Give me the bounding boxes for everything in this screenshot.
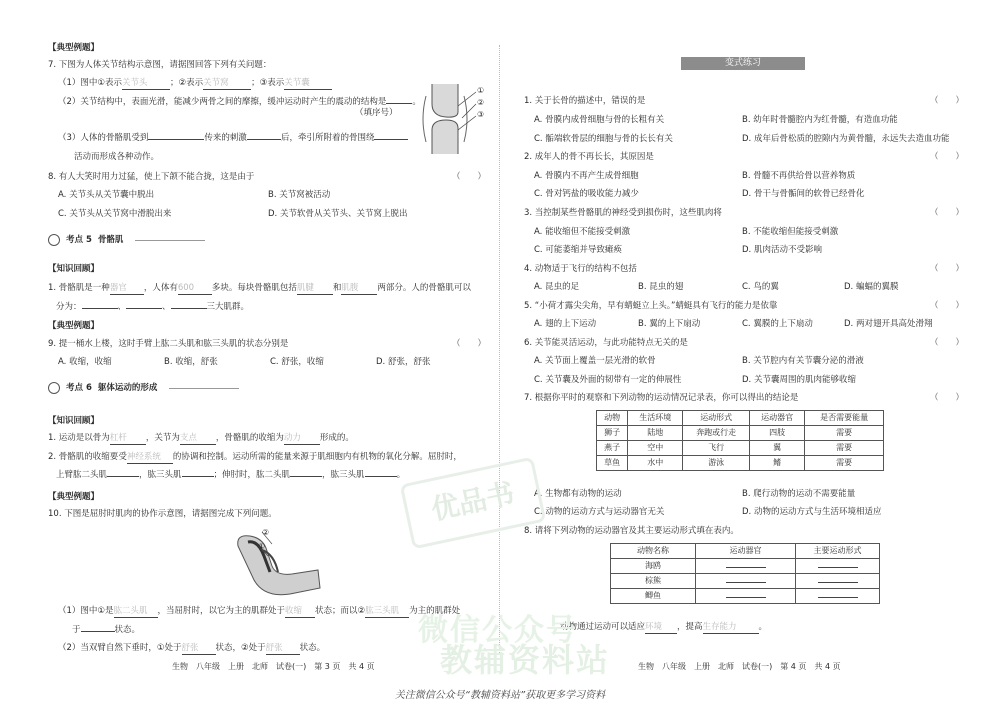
rq6-a: A. 关节面上覆盖一层光滑的软骨 [534,356,656,366]
rq7-b: B. 爬行动物的运动不需要能量 [742,489,856,499]
answer-blank-cell[interactable] [796,559,880,574]
table-cell: 棕熊 [611,574,696,589]
arm-fig-label-1: ① [258,542,266,551]
joint-diagram [418,84,498,154]
table-cell: 游泳 [683,456,750,471]
arm-fig-label-2: ② [262,528,270,537]
rq5-d: D. 两对翅开具高处滑翔 [844,319,933,329]
table-header-cell: 动物 [597,411,628,426]
rq3-b: B. 不能收缩但能接受刺激 [742,227,839,237]
q8-option-c: C. 关节头从关节窝中滑脱出来 [58,209,172,219]
review-1-line2: 分为： 、 、 三大肌群。 [56,302,250,312]
q7-tag: （填序号） [355,108,398,118]
rq4-c: C. 鸟的翼 [742,282,779,292]
answer-blank-cell[interactable] [696,559,796,574]
question-8: 8. 有人大笑时用力过猛，使上下颌不能合拢，这是由于 [48,172,255,182]
answer-blank-cell[interactable] [696,574,796,589]
rq6-b: B. 关节腔内有关节囊分泌的滑液 [742,356,864,366]
rq1-b: B. 幼年时骨髓腔内为红骨髓，有造血功能 [742,115,898,125]
answer-paren: （ ） [930,301,965,311]
rq5-b: B. 翼的上下扇动 [638,319,701,329]
rq6: 6. 关节能灵活运动，与此功能特点无关的是 [524,338,688,348]
q7-sub2: （2）关节结构中，表面光滑，能减少两骨之间的摩擦，缓冲运动时产生的震动的结构是 。 [58,97,421,107]
table-header-cell: 主要运动形式 [796,544,880,559]
rq2-c: C. 骨对钙盐的吸收能力减少 [534,189,639,199]
answer-paren: （ ） [930,208,965,218]
kaodian-6-header: 考点 6 躯体运动的形成 [48,382,239,394]
answer-blank-cell[interactable] [696,589,796,604]
rq7: 7. 根据你平时的观察和下列动物的运动情况记录表，你可以得出的结论是 [524,393,799,403]
rq4: 4. 动物适于飞行的结构不包括 [524,264,637,274]
table-row [597,456,884,471]
rq6-c: C. 关节囊及外面的韧带有一定的伸展性 [534,375,682,385]
q9-option-a: A. 收缩，收缩 [58,357,112,367]
rq2-b: B. 骨髓不再供给骨以营养物质 [742,171,856,181]
review-2-line1: 1. 运动是以骨为杠杆 ，关节为支点 ，骨骼肌的收缩为动力 形成的。 [48,433,354,443]
rq2-d: D. 骨干与骨骺间的软骨已经骨化 [742,189,865,199]
q8-option-d: D. 关节软骨从关节头、关节窝上脱出 [268,209,408,219]
table-cell: 需要 [805,456,884,471]
table-cell: 空中 [628,441,683,456]
table-row [611,559,880,574]
rq5-c: C. 翼膜的上下扇动 [742,319,813,329]
animal-organ-table [610,543,880,604]
table-cell: 鳍 [750,456,805,471]
watermark-stamp: 优品书 [400,457,547,550]
q8-option-b: B. 关节窝被活动 [268,190,331,200]
q7-sub1: （1）图中①表示关节头 ；②表示关节窝 ；③表示关节囊 [58,78,332,90]
table-cell: 需要 [805,441,884,456]
q10-sub1-cont: 于 状态。 [72,625,141,635]
q10-sub2: （2）当双臂自然下垂时，①处于舒张 状态，②处于舒张 状态。 [58,643,326,653]
review-1-line1: 1. 骨骼肌是一种器官 ，人体有600 多块。每块骨骼肌包括肌腱 和肌腹 两部分。人的骨骼肌可以 [48,283,471,293]
table-row [597,441,884,456]
variant-practice-banner: 变式练习 [681,57,805,70]
rq5-a: A. 翅的上下运动 [534,319,597,329]
q7-sub3-cont: 活动而形成各种动作。 [74,152,160,162]
answer-paren: （ ） [452,172,487,182]
rq1: 1. 关于长骨的描述中，错误的是 [524,96,646,106]
fig-label-2: ② [477,98,485,107]
question-9: 9. 提一桶水上楼，这时手臂上肱二头肌和肱三头肌的状态分别是 [48,339,289,349]
section-review: 【知识回顾】 [48,264,100,274]
rq6-d: D. 关节囊周围的肌肉能够收缩 [742,375,856,385]
review-2-line3: 上臂肱二头肌 ，肱三头肌 ；伸肘时，肱二头肌 ，肱三头肌 。 [56,470,406,480]
q8-option-a: A. 关节头从关节囊中脱出 [58,190,155,200]
table-cell: 飞行 [683,441,750,456]
rq7-a: A. 生物都有动物的运动 [534,489,622,499]
watermark-text: 教辅资料站 [440,641,611,679]
answer-paren: （ ） [930,96,965,106]
table-cell: 陆地 [628,426,683,441]
arm-muscle-diagram [232,526,322,600]
rq7-c: C. 动物的运动方式与运动器官无关 [534,507,665,517]
section-review: 【知识回顾】 [48,416,100,426]
answer-blank-cell[interactable] [796,574,880,589]
table-header-cell: 运动器官 [750,411,805,426]
q9-option-c: C. 舒张，收缩 [270,357,324,367]
table-cell: 需要 [805,426,884,441]
rq2: 2. 成年人的骨不再长长，其原因是 [524,152,654,162]
review-2-line2: 2. 骨骼肌的收缩要受神经系统 的协调和控制。运动所需的能量来源于肌细胞内有机物的氧化分解。屈肘时， [48,452,462,462]
table-row [611,589,880,604]
section-typical: 【典型例题】 [48,492,100,502]
table-cell: 翼 [750,441,805,456]
answer-blank-cell[interactable] [796,589,880,604]
table-header-cell: 是否需要能量 [805,411,884,426]
rq7-d: D. 动物的运动方式与生活环境相适应 [742,507,882,517]
rq4-d: D. 蝙蝠的翼膜 [844,282,899,292]
section-typical: 【典型例题】 [48,43,100,53]
rq3-c: C. 可能萎缩并导致瘫痪 [534,245,622,255]
rq8: 8. 请将下列动物的运动器官及其主要运动形式填在表内。 [524,526,739,536]
answer-paren: （ ） [452,339,487,349]
table-header-row [611,544,880,559]
table-cell: 狮子 [597,426,628,441]
table-row [611,574,880,589]
fig-label-1: ① [477,86,485,95]
table-cell: 燕子 [597,441,628,456]
table-header-cell: 生活环境 [628,411,683,426]
fig-label-3: ③ [477,110,485,119]
left-page [0,0,500,680]
table-row [597,426,884,441]
table-cell: 奔跑或行走 [683,426,750,441]
q9-option-b: B. 收缩，舒张 [164,357,218,367]
table-cell: 草鱼 [597,456,628,471]
divider [135,240,205,241]
rq1-c: C. 骺端软骨层的细胞与骨的长长有关 [534,134,673,144]
question-10: 10. 下图是屈肘时肌肉的协作示意图，请据图完成下列问题。 [48,509,277,519]
table-header-cell: 运动形式 [683,411,750,426]
table-header-cell: 动物名称 [611,544,696,559]
table-cell: 海鸥 [611,559,696,574]
rq8-tail: 动物通过运动可以适应环境 ，提高生存能力 。 [560,622,768,632]
rq1-d: D. 成年后骨松质的腔隙内为黄骨髓，永远失去造血功能 [742,134,950,144]
rq4-a: A. 昆虫的足 [534,282,580,292]
rq1-a: A. 骨膜内成骨细胞与骨的长粗有关 [534,115,665,125]
right-page [500,0,1000,680]
answer-paren: （ ） [930,393,965,403]
q7-sub3: （3）人体的骨骼肌受到 传来的刺激 后，牵引所附着的骨围绕 [58,133,408,144]
rq4-b: B. 昆虫的翅 [638,282,684,292]
section-typical: 【典型例题】 [48,321,100,331]
watermark-text: 微信公众号 [418,613,578,648]
bottom-note: 关注微信公众号“教辅资料站”获取更多学习资料 [394,690,606,701]
divider [169,388,239,389]
page-footer: 生物 八年级 上册 北师 试卷(一) 第 3 页 共 4 页 [172,662,375,671]
table-header-row [597,411,884,426]
table-cell: 鲫鱼 [611,589,696,604]
page-footer: 生物 八年级 上册 北师 试卷(一) 第 4 页 共 4 页 [638,662,841,671]
answer-paren: （ ） [930,338,965,348]
rq5: 5. “小荷才露尖尖角，早有蜻蜓立上头。”蜻蜓具有飞行的能力是依靠 [524,301,778,311]
rq3: 3. 当控制某些骨骼肌的神经受到损伤时，这些肌肉将 [524,208,722,218]
table-cell: 水中 [628,456,683,471]
rq2-a: A. 骨膜内不再产生成骨细胞 [534,171,639,181]
kaodian-5-header: 考点 5 骨骼肌 [48,234,205,246]
q9-option-d: D. 舒张，舒张 [376,357,431,367]
kaodian-icon [48,382,60,394]
table-header-cell: 运动器官 [696,544,796,559]
table-cell: 四肢 [750,426,805,441]
question-7: 7. 下图为人体关节结构示意图，请据图回答下列有关问题： [48,60,272,70]
answer-paren: （ ） [930,152,965,162]
answer-paren: （ ） [930,264,965,274]
rq3-a: A. 能收缩但不能接受刺激 [534,227,631,237]
animal-motion-table [596,410,884,471]
kaodian-icon [48,234,60,246]
q10-sub1: （1）图中①是肱二头肌 ，当屈肘时，以它为主的肌群处于收缩 状态；而以②肱三头肌 为主的肌群处 [58,606,461,616]
rq3-d: D. 肌肉活动不受影响 [742,245,822,255]
